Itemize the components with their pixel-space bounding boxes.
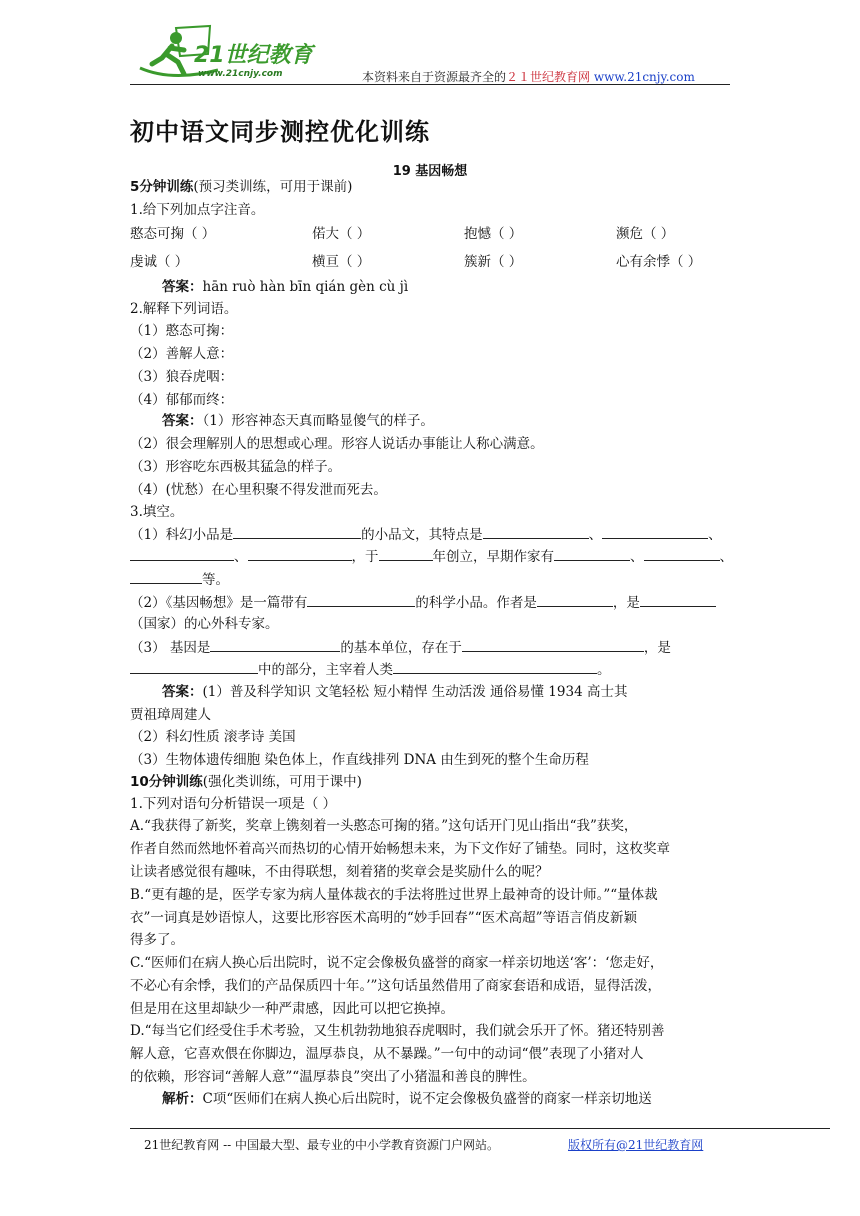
blank[interactable] (233, 524, 361, 539)
term-item: （3）狼吞虎咽： (130, 369, 234, 385)
section-heading-label: 5分钟训练 (130, 179, 194, 195)
pinyin-item: 濒危（ ） (616, 226, 675, 242)
blank-text: ，于 (351, 549, 379, 565)
question-1: 1.给下列加点字注音。 (130, 202, 265, 218)
pinyin-item: 憨态可掬（ ） (130, 226, 216, 242)
option-a: A.“我获得了新奖，奖章上镌刻着一头憨态可掬的猪。”这句话开门见山指出“我”获奖， (130, 818, 638, 834)
blank-prefix: （3） 基因是 (130, 640, 211, 656)
header-site-link[interactable]: www.21cnjy.com (593, 70, 695, 84)
answer-line: 贾祖璋周建人 (130, 707, 211, 723)
fill-blank-line (130, 637, 671, 658)
section-heading-note: (强化类训练，可用于课中) (202, 774, 362, 790)
option-d: 的依赖，形容词“善解人意”“温厚恭良”突出了小猪温和善良的脾性。 (130, 1069, 536, 1085)
blank[interactable] (379, 546, 433, 561)
pinyin-item: 心有余悸（ ） (616, 254, 702, 270)
blank-text: 年创立，早期作家有 (432, 549, 554, 565)
svg-text:21世纪教育: 21世纪教育 (194, 43, 313, 68)
option-c: 不必心有余悸，我们的产品保质四十年。’”这句话虽然借用了商家套语和成语，显得活泼， (130, 978, 661, 994)
fill-blank-line (130, 592, 716, 613)
blank[interactable] (537, 592, 613, 607)
blank[interactable] (130, 546, 234, 561)
option-c: 但是用在这里却缺少一种严肃感，因此可以把它换掉。 (130, 1001, 454, 1017)
header-brand-text: ２１世纪教育网 (506, 70, 591, 84)
blank-text: 等。 (202, 572, 229, 588)
answer-line: （2）科幻性质 滚孝诗 美国 (130, 729, 296, 745)
blank[interactable] (554, 546, 630, 561)
blank[interactable] (307, 592, 415, 607)
answer-3 (162, 682, 627, 702)
blank-text: 的小品文，其特点是 (361, 527, 483, 543)
answer-label: 答案： (162, 684, 203, 700)
blank[interactable] (602, 524, 708, 539)
option-d: D.“每当它们经受住手术考验，又生机勃勃地狼吞虎咽时，我们就会乐开了怀。猪还特别善 (130, 1023, 665, 1039)
analysis (162, 1089, 652, 1109)
footer-text: 21世纪教育网 -- 中国最大型、最专业的中小学教育资源门户网站。 (144, 1138, 500, 1152)
term-item: （2）善解人意： (130, 346, 234, 362)
blank-prefix: （2）《基因畅想》是一篇带有 (130, 595, 308, 611)
analysis-label: 解析： (162, 1091, 203, 1107)
answer-text: （1）形容神态天真而略显傻气的样子。 (202, 413, 434, 429)
blank-text: 的基本单位，存在于 (340, 640, 462, 656)
option-a: 让读者感觉很有趣味，不由得联想，刻着猪的奖章会是奖励什么的呢？ (130, 864, 549, 880)
answer-line: （4）(忧愁）在心里积聚不得发泄而死去。 (130, 482, 387, 498)
option-b: 得多了。 (130, 932, 184, 948)
fill-blank-line (130, 659, 611, 680)
option-b: B.“更有趣的是，医学专家为病人量体裁衣的手法将胜过世界上最神奇的设计师。”“量体裁 (130, 887, 658, 903)
blank[interactable] (462, 637, 644, 652)
answer-line: （3）形容吃东西极其猛急的样子。 (130, 459, 342, 475)
answer-line: （2）很会理解别人的思想或心理。形容人说话办事能让人称心满意。 (130, 436, 544, 452)
answer-label: 答案： (162, 279, 203, 295)
answer-label: 答案： (162, 413, 203, 429)
term-item: （4）郁郁而终： (130, 392, 234, 408)
blank[interactable] (640, 592, 716, 607)
section-heading-note: (预习类训练，可用于课前) (193, 179, 353, 195)
runner-logo-icon (132, 24, 342, 86)
blank[interactable] (130, 569, 202, 584)
fill-blank-line: 、 ，于 年创立，早期作家有 、 、 (130, 546, 733, 567)
blank[interactable] (644, 546, 720, 561)
blank[interactable] (393, 659, 597, 674)
pinyin-item: 偌大（ ） (312, 226, 371, 242)
blank-text: 。 (597, 662, 611, 678)
header-divider (130, 84, 730, 85)
section-heading-10min (130, 772, 362, 792)
answer-text: hān ruò hàn bīn qián gèn cù jì (202, 279, 409, 295)
document-title: 初中语文同步测控优化训练 (130, 118, 430, 146)
option-c: C.“医师们在病人换心后出院时，说不定会像极负盛誉的商家一样亲切地送‘客’：‘您走好， (130, 955, 664, 971)
answer-2 (162, 411, 434, 431)
analysis-text: C项“医师们在病人换心后出院时，说不定会像极负盛誉的商家一样亲切地送 (202, 1091, 652, 1107)
blank[interactable] (483, 524, 589, 539)
question-choice-1: 1.下列对语句分析错误一项是（ ） (130, 796, 337, 812)
blank[interactable] (130, 659, 258, 674)
footer-copyright-link[interactable]: 版权所有@21世纪教育网 (568, 1138, 704, 1152)
pinyin-item: 抱憾（ ） (464, 226, 523, 242)
blank-text: 中的部分，主宰着人类 (258, 662, 393, 678)
blank-text: ，是 (643, 640, 671, 656)
fill-blank-line: （1）科幻小品是 的小品文，其特点是 、 、 (130, 524, 722, 545)
fill-blank-line (130, 569, 229, 590)
option-b: 衣”一词真是妙语惊人，这要比形容医术高明的“妙手回春”“医术高超”等语言俏皮新颖 (130, 910, 638, 926)
question-3: 3.填空。 (130, 504, 184, 520)
pinyin-item: 横亘（ ） (312, 254, 371, 270)
site-logo (132, 24, 342, 86)
pinyin-item: 簇新（ ） (464, 254, 523, 270)
section-heading-5min (130, 177, 352, 197)
blank-prefix: （1）科幻小品是 (130, 527, 234, 543)
answer-line: （3）生物体遗传细胞 染色体上，作直线排列 DNA 由生到死的整个生命历程 (130, 752, 589, 768)
term-item: （1）憨态可掬： (130, 323, 234, 339)
option-a: 作者自然而然地怀着高兴而热切的心情开始畅想未来，为下文作好了铺垫。同时，这枚奖章 (130, 841, 670, 857)
option-d: 解人意，它喜欢偎在你脚边，温厚恭良，从不暴躁。”一句中的动词“偎”表现了小猪对人 (130, 1046, 644, 1062)
blank-text: 的科学小品。作者是 (415, 595, 537, 611)
header-note (362, 68, 695, 85)
question-2: 2.解释下列词语。 (130, 301, 238, 317)
blank[interactable] (210, 637, 340, 652)
answer-text: (1）普及科学知识 文笔轻松 短小精悍 生动活泼 通俗易懂 1934 高士其 (202, 684, 628, 700)
answer-1 (162, 277, 408, 297)
blank-text: ，是 (612, 595, 640, 611)
fill-blank-line: （国家）的心外科专家。 (130, 616, 279, 632)
footer-divider (130, 1128, 830, 1129)
blank[interactable] (248, 546, 352, 561)
section-heading-label: 10分钟训练 (130, 774, 203, 790)
header-note-prefix: 本资料来自于资源最齐全的 (362, 70, 507, 84)
lesson-title: 19 基因畅想 (392, 164, 468, 179)
pinyin-item: 虔诚（ ） (130, 254, 189, 270)
svg-text:www.21cnjy.com: www.21cnjy.com (198, 69, 283, 79)
